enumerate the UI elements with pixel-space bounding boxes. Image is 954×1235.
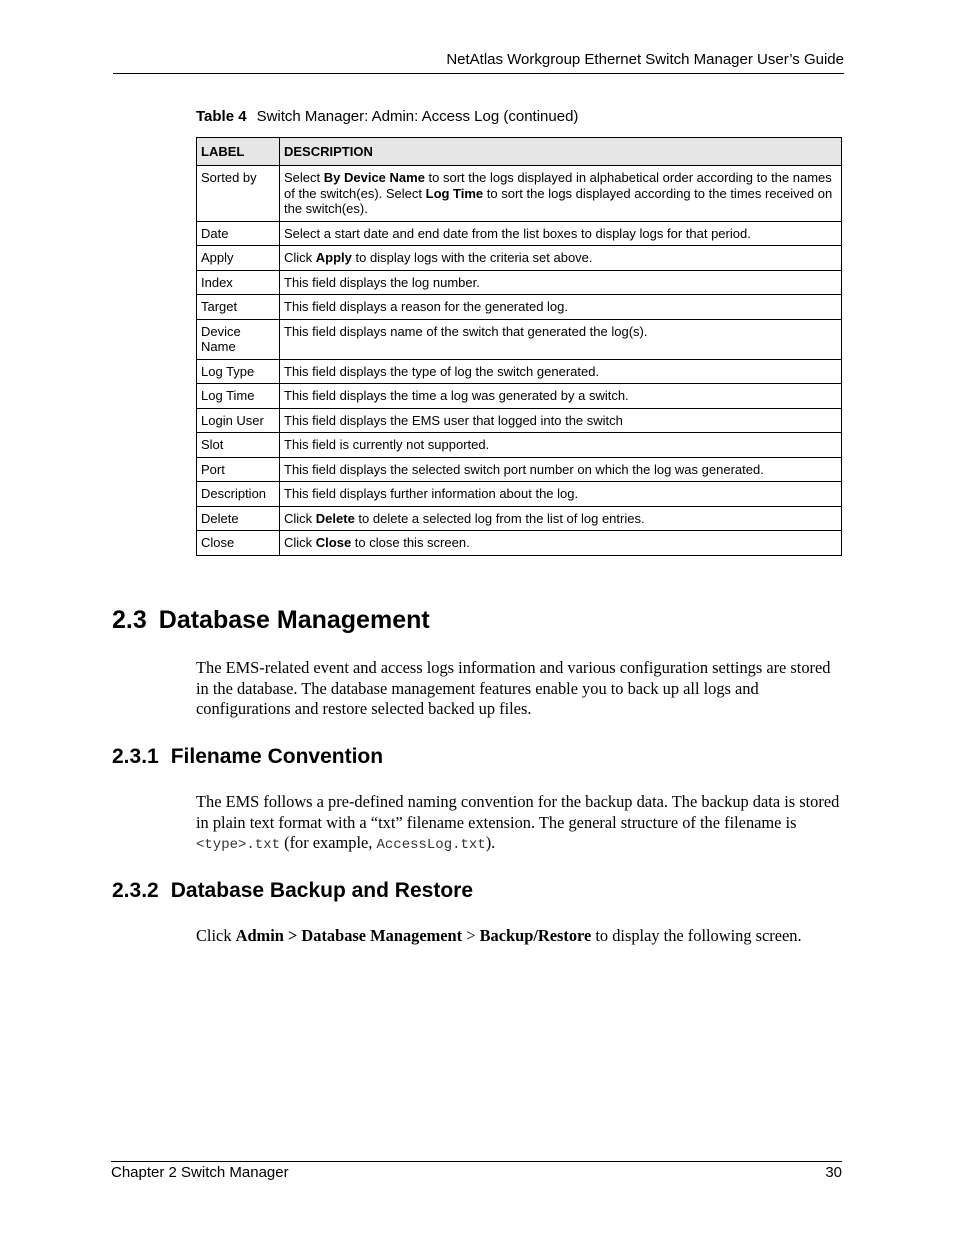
paragraph-text: Click [196,926,236,945]
description-text: This field displays a reason for the generated log. [284,299,569,314]
paragraph-text: (for example, [280,833,377,853]
table-row [197,457,842,482]
access-log-table [196,137,842,556]
row-description [280,319,842,359]
row-label: Sorted by [197,166,280,222]
description-text: This field displays the time a log was generated by a switch. [284,388,629,403]
row-description [280,221,842,246]
table-row [197,408,842,433]
row-description [280,359,842,384]
description-text: Click [284,510,316,526]
section-number: 2.3 [112,606,147,634]
row-description [280,482,842,507]
row-description [280,384,842,409]
chapter-label: Chapter 2 Switch Manager [111,1164,289,1181]
row-label: Date [197,221,280,246]
row-description [280,295,842,320]
section-heading-filename-convention [112,743,383,771]
table-body [197,166,842,556]
description-text: This field displays the EMS user that logged into the switch [284,412,623,428]
row-description [280,457,842,482]
table-row [197,433,842,458]
description-text: to sort the logs displayed in alphabetical order according to the names of the switch(es). Select [284,170,832,201]
section-number: 2.3.2 [112,879,159,902]
table-row [197,221,842,246]
row-description [280,433,842,458]
row-label: Description [197,482,280,507]
paragraph-text: The EMS follows a pre-defined naming convention for the backup data. The backup data is stored in plain text format with a “txt” filename extension. The general structure of the filename is [196,792,840,832]
section-heading-backup-restore [112,877,473,905]
row-label: Log Time [197,384,280,409]
table-number: Table 4 [196,108,247,125]
row-description [280,270,842,295]
database-management-paragraph: The EMS-related event and access logs information and various configuration settings are stored in the database. The database management features enable you to back up all logs and configurations and restore selected backed up files. [196,658,831,719]
table-row [197,531,842,556]
table-caption [196,107,578,127]
page-number: 30 [825,1164,842,1181]
menu-path-admin-database: Admin > Database Management [235,926,463,945]
description-text: to display logs with the criteria set above. [351,250,593,265]
description-emphasis: Apply [315,250,352,265]
row-label: Apply [197,246,280,271]
table-row [197,270,842,295]
description-text: Click [284,250,316,265]
description-emphasis: Log Time [425,185,484,201]
backup-restore-paragraph [196,926,846,947]
description-text: to sort the logs displayed according to the times received on the switch(es). [284,185,833,216]
table-caption-text: Switch Manager: Admin: Access Log (continued) [256,108,579,125]
row-label: Delete [197,506,280,531]
table-row [197,482,842,507]
row-description [280,246,842,271]
row-label: Port [197,457,280,482]
description-text: Click [284,535,316,550]
description-text: to close this screen. [351,535,470,550]
row-label: Target [197,295,280,320]
table-row [197,246,842,271]
filename-convention-paragraph [196,792,846,856]
running-header [113,50,844,74]
row-label: Close [197,531,280,556]
section-number: 2.3.1 [112,745,159,768]
section-heading-database-management [112,603,430,637]
table-row [197,506,842,531]
description-emphasis: Close [315,535,352,550]
description-text: This field displays further information about the log. [284,486,579,501]
section-title: Database Management [158,606,430,634]
code-accesslog-txt: AccessLog.txt [376,837,486,854]
table-row [197,295,842,320]
section-title: Database Backup and Restore [170,879,473,902]
description-text: Select a start date and end date from the list boxes to display logs for that period. [284,225,751,241]
description-text: This field is currently not supported. [284,437,490,452]
row-label: Login User [197,408,280,433]
running-footer [111,1161,842,1183]
row-description [280,506,842,531]
description-text: Select [284,170,324,185]
row-description [280,166,842,222]
column-header-description: DESCRIPTION [280,138,842,166]
table-row [197,384,842,409]
paragraph-text: ). [485,833,496,853]
description-emphasis: Delete [315,510,355,526]
path-separator: > [462,926,480,945]
row-label: Log Type [197,359,280,384]
menu-path-backup-restore: Backup/Restore [479,926,592,945]
description-text: This field displays the selected switch port number on which the log was generated. [284,461,764,477]
table-header-row [197,138,842,166]
description-emphasis: By Device Name [323,170,425,185]
code-type-txt: <type>.txt [196,837,281,854]
description-text: This field displays the type of log the switch generated. [284,363,600,379]
description-text: to delete a selected log from the list of log entries. [354,510,645,526]
table-row [197,359,842,384]
guide-title: NetAtlas Workgroup Ethernet Switch Manager User’s Guide [446,51,844,68]
row-description [280,531,842,556]
row-description [280,408,842,433]
description-text: This field displays the log number. [284,274,480,290]
column-header-label: LABEL [197,138,280,166]
row-label: Slot [197,433,280,458]
section-title: Filename Convention [170,745,384,768]
row-label: Device Name [197,319,280,359]
row-label: Index [197,270,280,295]
table-row [197,166,842,222]
table-row [197,319,842,359]
paragraph-text: to display the following screen. [591,926,802,945]
description-text: This field displays name of the switch that generated the log(s). [284,323,648,339]
